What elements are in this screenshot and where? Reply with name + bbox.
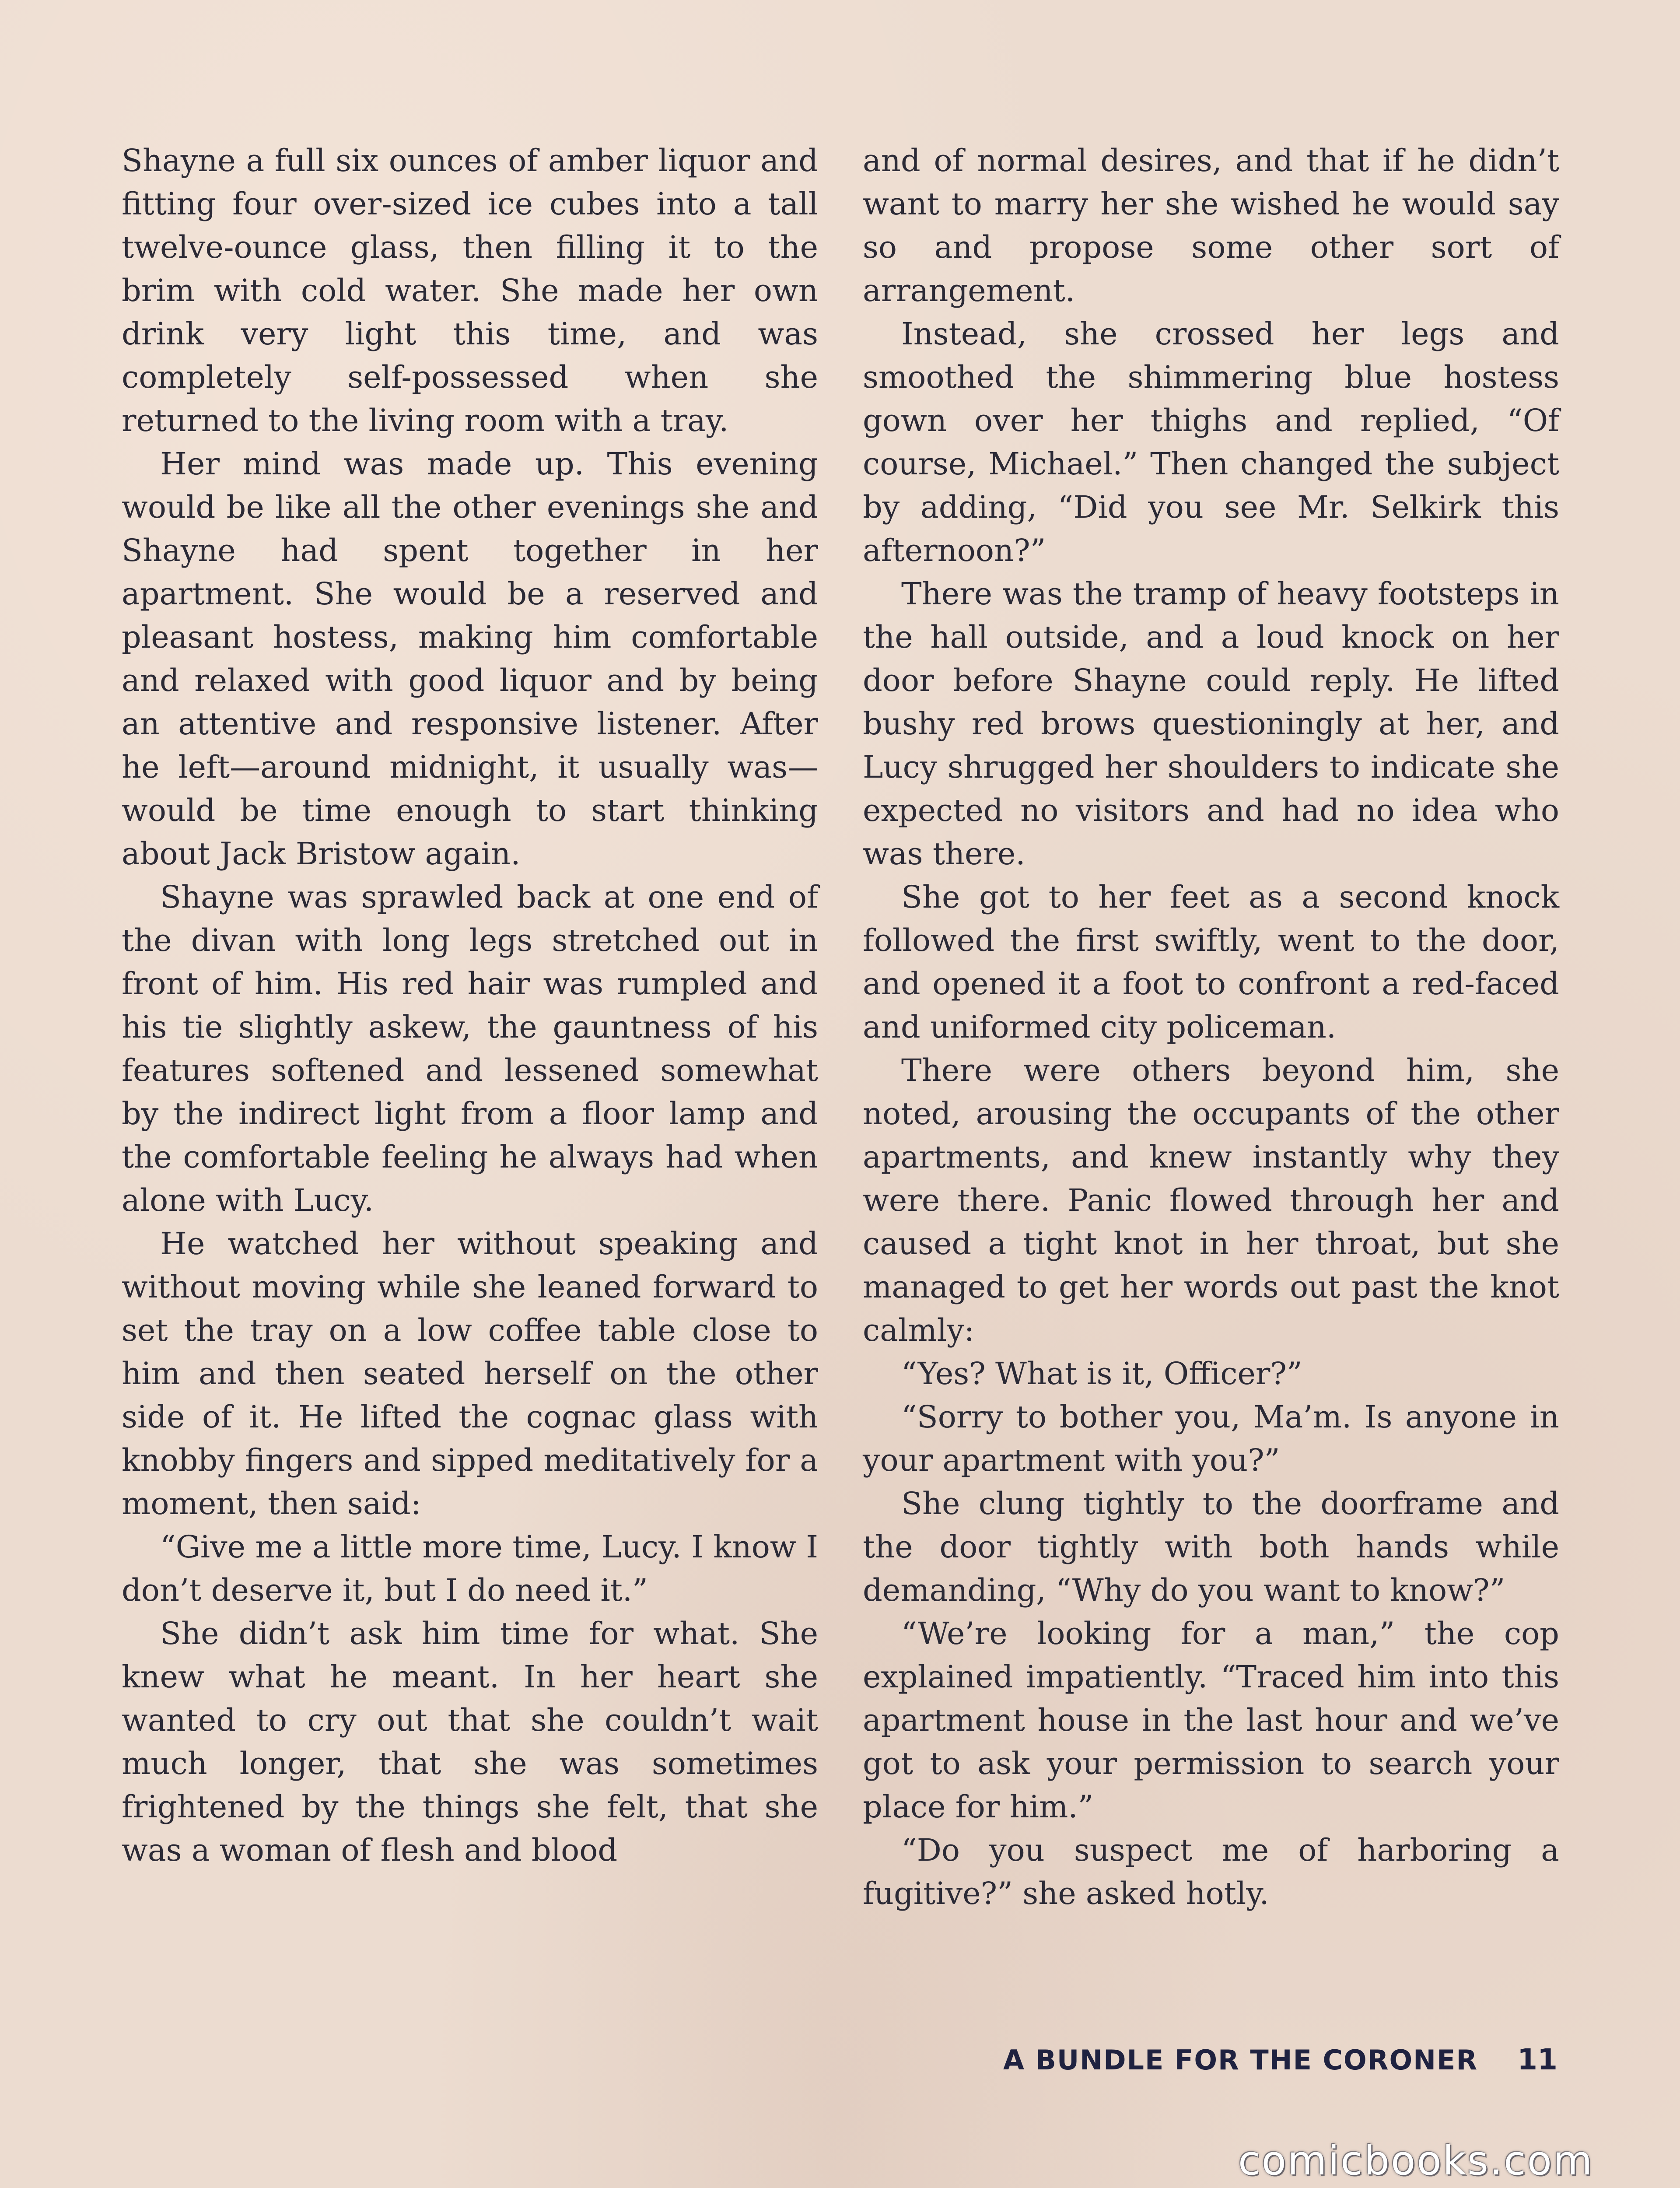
running-head: A BUNDLE FOR THE CORONER — [1003, 2044, 1478, 2076]
paragraph: “We’re looking for a man,” the cop explained impatiently. “Traced him into this apartment house in the last hour and we’ve got to ask your permission to search your place for him.” — [863, 1616, 1559, 1825]
paragraph: He watched her without speaking and without moving while she leaned forward to set the tray on a low coffee table close to him and then seated herself on the other side of it. He lifted the cognac glass with knobby fingers and sipped meditatively for a moment, then said: — [122, 1226, 818, 1522]
paragraph: “Do you suspect me of harboring a fugitive?” she asked hotly. — [863, 1832, 1559, 1911]
paragraph: There were others beyond him, she noted, arousing the occupants of the other apartments, and knew instantly why they were there. Panic flowed through her and caused a tight knot in her throat, but she managed to get her words out past the knot calmly: — [863, 1052, 1559, 1348]
left-column — [122, 139, 818, 1872]
paragraph: and of normal desires, and that if he didn’t want to marry her she wished he would say so and propose some other sort of arrangement. — [863, 143, 1559, 309]
paragraph: Her mind was made up. This evening would be like all the other evenings she and Shayne had spent together in her apartment. She would be a reserved and pleasant hostess, making him comfortable and relaxed with good liquor and by being an attentive and responsive listener. After he left—around midnight, it usually was—would be time enough to start thinking about Jack Bristow again. — [122, 446, 818, 872]
paragraph: Shayne was sprawled back at one end of the divan with long legs stretched out in front of him. His red hair was rumpled and his tie slightly askew, the gauntness of his features softened and lessened somewhat by the indirect light from a floor lamp and the comfortable feeling he always had when alone with Lucy. — [122, 879, 818, 1218]
paragraph: Instead, she crossed her legs and smoothed the shimmering blue hostess gown over her thighs and replied, “Of course, Michael.” Then changed the subject by adding, “Did you see Mr. Selkirk this afternoon?” — [863, 316, 1559, 568]
paragraph: “Give me a little more time, Lucy. I know I don’t deserve it, but I do need it.” — [122, 1529, 818, 1608]
paragraph: Shayne a full six ounces of amber liquor and fitting four over-sized ice cubes into a tall twelve-ounce glass, then filling it to the brim with cold water. She made her own drink very light this time, and was completely self-possessed when she returned to the living room with a tray. — [122, 143, 818, 438]
page-number: 11 — [1517, 2043, 1558, 2076]
watermark: comicbooks.com — [1238, 2137, 1594, 2184]
paragraph: There was the tramp of heavy footsteps in the hall outside, and a loud knock on her door before Shayne could reply. He lifted bushy red brows questioningly at her, and Lucy shrugged her shoulders to indicate she expected no visitors and had no idea who was there. — [863, 576, 1559, 872]
paragraph: She clung tightly to the doorframe and the door tightly with both hands while demanding, “Why do you want to know?” — [863, 1486, 1559, 1608]
paragraph: She didn’t ask him time for what. She knew what he meant. In her heart she wanted to cry out that she couldn’t wait much longer, that she was sometimes frightened by the things she felt, that she was a woman of flesh and blood — [122, 1616, 818, 1868]
paragraph: She got to her feet as a second knock followed the first swiftly, went to the door, and opened it a foot to confront a red-faced and uniformed city policeman. — [863, 879, 1559, 1045]
paragraph: “Yes? What is it, Officer?” — [901, 1356, 1302, 1392]
page-footer — [910, 2043, 1558, 2076]
right-column — [863, 139, 1559, 1915]
paragraph: “Sorry to bother you, Ma’m. Is anyone in your apartment with you?” — [863, 1399, 1559, 1478]
